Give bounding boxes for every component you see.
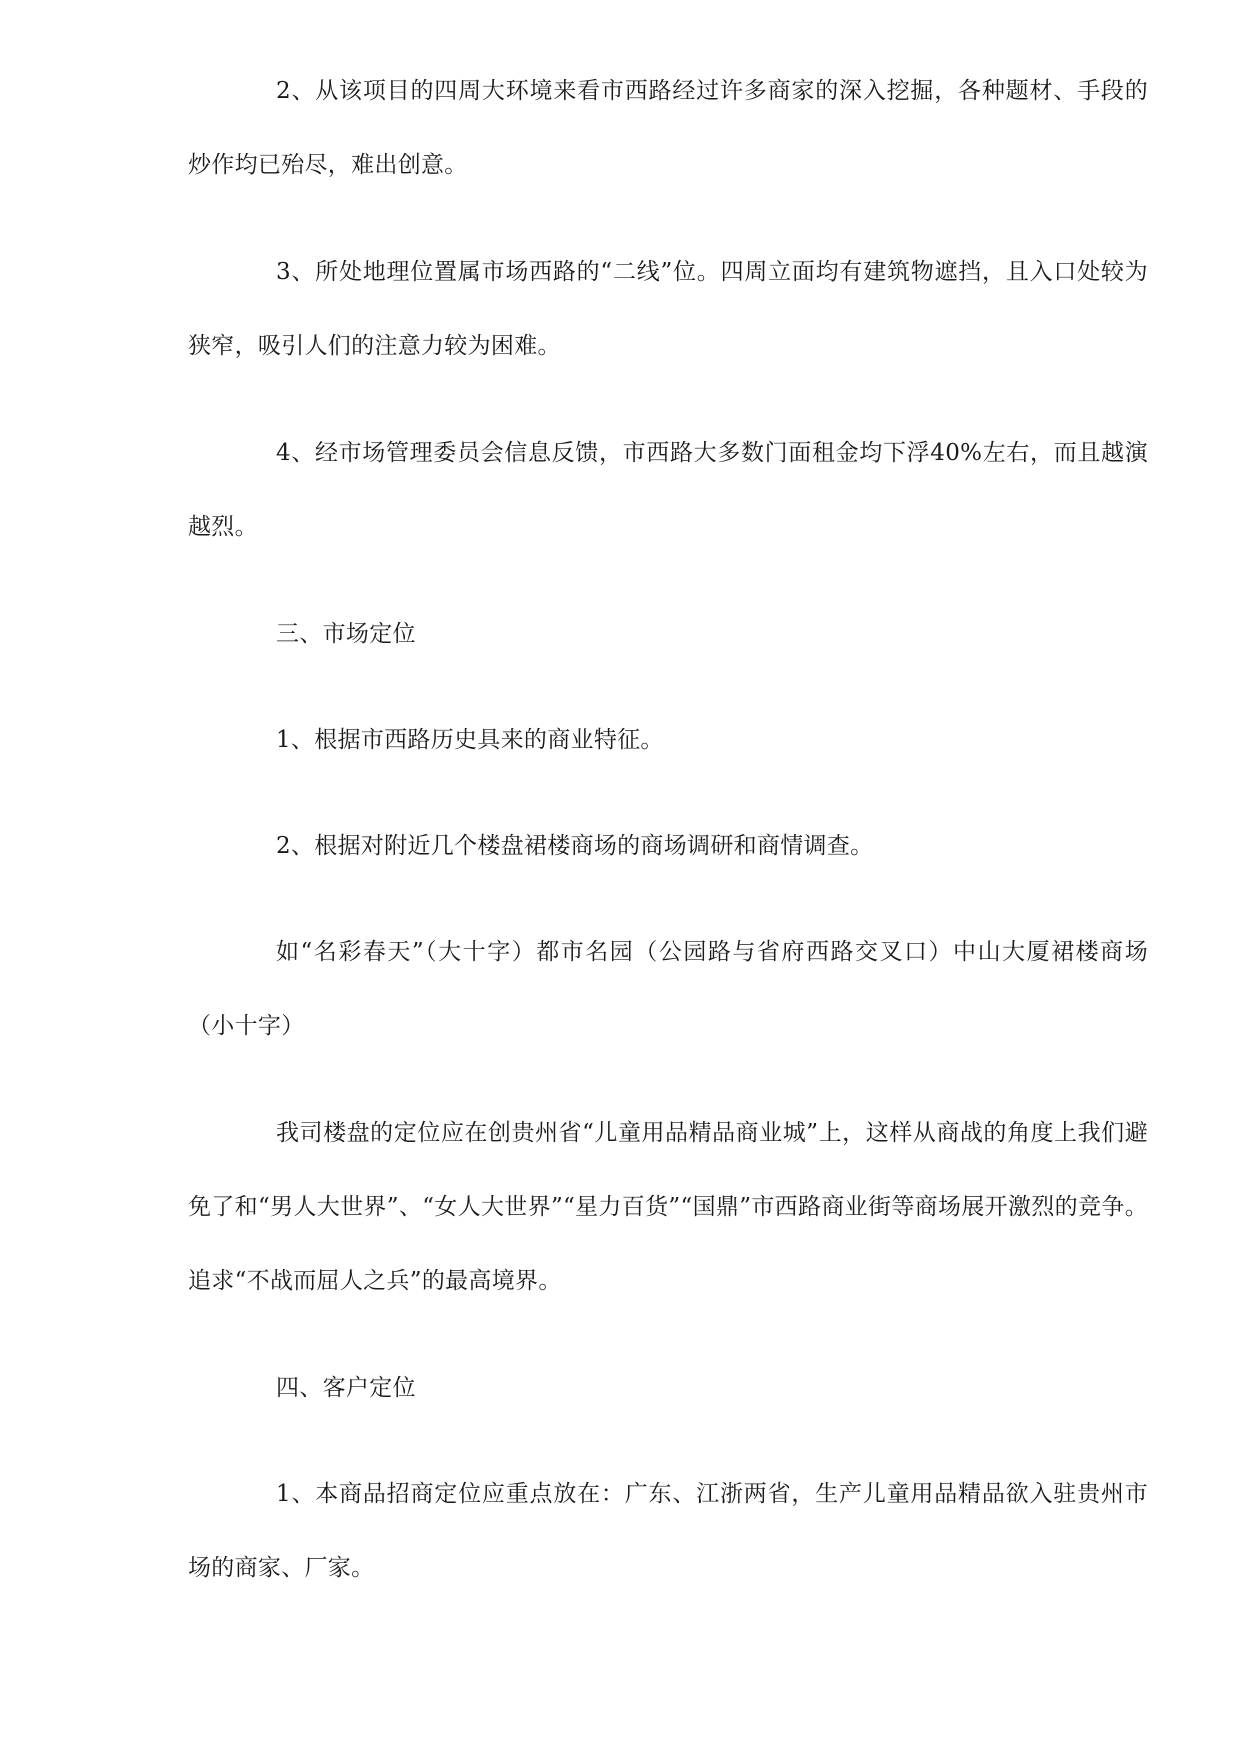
paragraph-positioning-strategy: 我司楼盘的定位应在创贵州省“儿童用品精品商业城”上，这样从商战的角度上我们避免了和“男人大世界”、“女人大世界”“星力百货”“国鼎”市西路商业街等商场展开激烈的竞争。追求“不战而屈人之兵”的最高境界。 [188, 1120, 1148, 1294]
paragraph-location: 3、所处地理位置属市场西路的“二线”位。四周立面均有建筑物遮挡，且入口处较为狭窄，吸引人们的注意力较为困难。 [188, 259, 1148, 359]
paragraph-commercial-features: 1、根据市西路历史具来的商业特征。 [276, 727, 664, 753]
paragraph-target-merchants: 1、本商品招商定位应重点放在：广东、江浙两省，生产儿童用品精品欲入驻贵州市场的商家、厂家。 [188, 1481, 1148, 1581]
section-heading-customer-positioning: 四、客户定位 [276, 1375, 416, 1401]
paragraph-market-research: 2、根据对附近几个楼盘裙楼商场的商场调研和商情调查。 [276, 833, 874, 859]
paragraph-examples: 如“名彩春天”（大十字）都市名园（公园路与省府西路交叉口）中山大厦裙楼商场（小十字） [188, 939, 1148, 1039]
paragraph-rent: 4、经市场管理委员会信息反馈，市西路大多数门面租金均下浮40%左右，而且越演越烈。 [188, 440, 1148, 540]
section-heading-market-positioning: 三、市场定位 [276, 621, 416, 647]
paragraph-surroundings: 2、从该项目的四周大环境来看市西路经过许多商家的深入挖掘，各种题材、手段的炒作均已殆尽，难出创意。 [188, 78, 1148, 178]
